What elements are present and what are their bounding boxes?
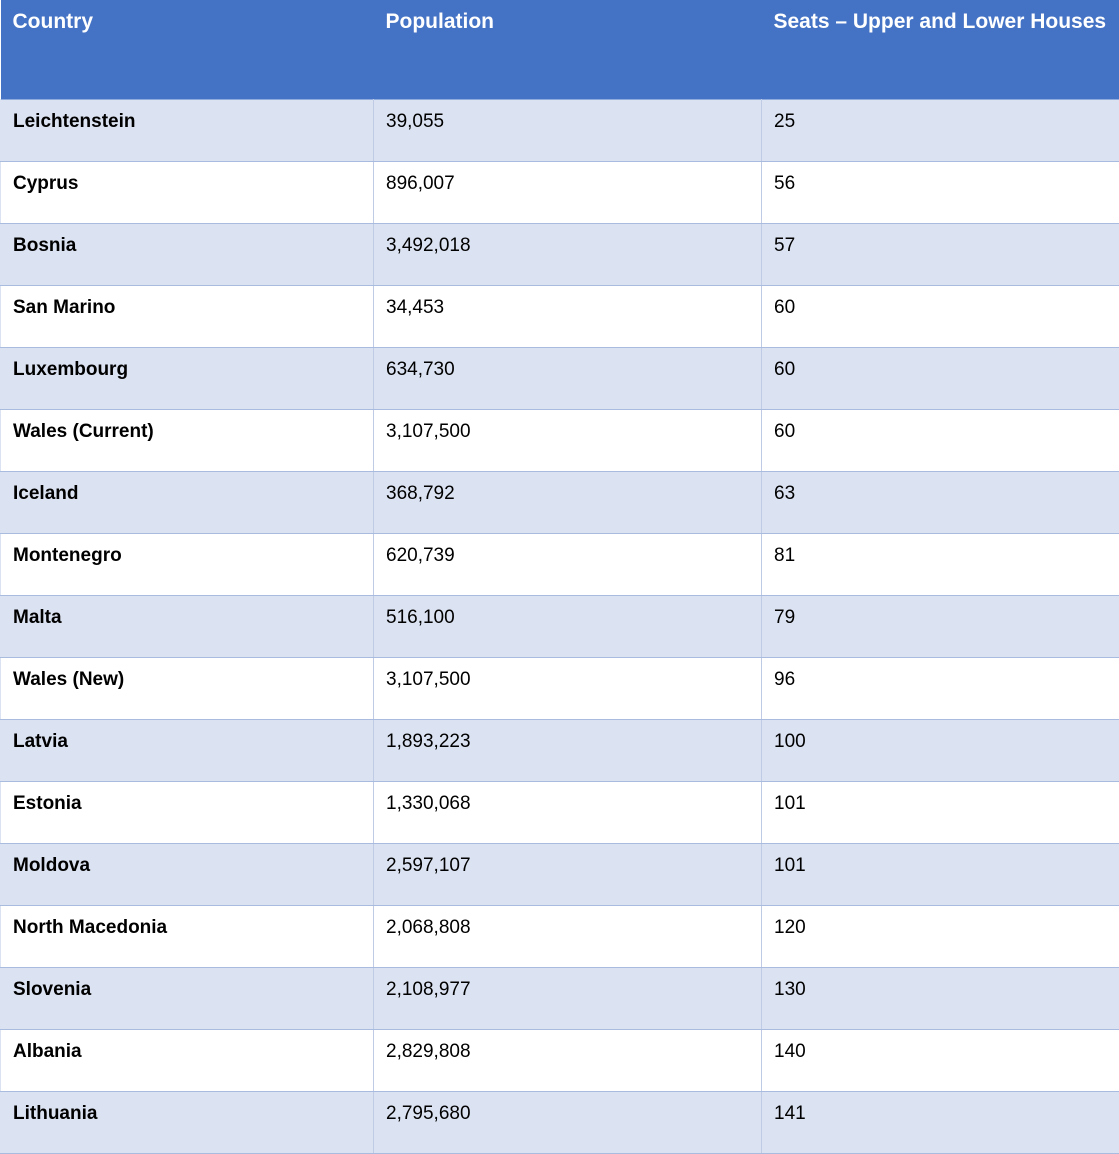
cell-seats: 63 bbox=[762, 471, 1119, 533]
cell-population: 2,068,808 bbox=[374, 905, 762, 967]
cell-population: 2,108,977 bbox=[374, 967, 762, 1029]
cell-country: Luxembourg bbox=[1, 347, 374, 409]
table-row bbox=[1, 99, 1119, 161]
cell-country: Slovenia bbox=[1, 967, 374, 1029]
table-header bbox=[1, 0, 1119, 99]
cell-population: 39,055 bbox=[374, 99, 762, 161]
table-row bbox=[1, 285, 1119, 347]
table-row bbox=[1, 1091, 1119, 1153]
cell-seats: 57 bbox=[762, 223, 1119, 285]
cell-country: Moldova bbox=[1, 843, 374, 905]
table-row bbox=[1, 471, 1119, 533]
table-row bbox=[1, 1029, 1119, 1091]
column-header-seats: Seats – Upper and Lower Houses bbox=[762, 0, 1119, 99]
cell-population: 3,492,018 bbox=[374, 223, 762, 285]
cell-seats: 96 bbox=[762, 657, 1119, 719]
cell-seats: 101 bbox=[762, 843, 1119, 905]
table-row bbox=[1, 409, 1119, 471]
cell-seats: 120 bbox=[762, 905, 1119, 967]
table-row bbox=[1, 347, 1119, 409]
cell-population: 1,330,068 bbox=[374, 781, 762, 843]
cell-country: Wales (New) bbox=[1, 657, 374, 719]
cell-seats: 101 bbox=[762, 781, 1119, 843]
cell-seats: 25 bbox=[762, 99, 1119, 161]
cell-seats: 141 bbox=[762, 1091, 1119, 1153]
table-row bbox=[1, 967, 1119, 1029]
cell-country: Malta bbox=[1, 595, 374, 657]
cell-population: 1,893,223 bbox=[374, 719, 762, 781]
cell-population: 3,107,500 bbox=[374, 409, 762, 471]
cell-population: 516,100 bbox=[374, 595, 762, 657]
table-row bbox=[1, 843, 1119, 905]
cell-country: Estonia bbox=[1, 781, 374, 843]
cell-country: North Macedonia bbox=[1, 905, 374, 967]
cell-country: Albania bbox=[1, 1029, 374, 1091]
cell-seats: 140 bbox=[762, 1029, 1119, 1091]
table-row bbox=[1, 161, 1119, 223]
cell-population: 2,829,808 bbox=[374, 1029, 762, 1091]
cell-population: 3,107,500 bbox=[374, 657, 762, 719]
table-row bbox=[1, 223, 1119, 285]
cell-country: Wales (Current) bbox=[1, 409, 374, 471]
column-header-country: Country bbox=[1, 0, 374, 99]
cell-population: 620,739 bbox=[374, 533, 762, 595]
cell-population: 2,795,680 bbox=[374, 1091, 762, 1153]
table-row bbox=[1, 905, 1119, 967]
cell-country: Montenegro bbox=[1, 533, 374, 595]
cell-country: Bosnia bbox=[1, 223, 374, 285]
cell-country: Latvia bbox=[1, 719, 374, 781]
cell-population: 2,597,107 bbox=[374, 843, 762, 905]
cell-seats: 60 bbox=[762, 347, 1119, 409]
cell-population: 34,453 bbox=[374, 285, 762, 347]
table-row bbox=[1, 533, 1119, 595]
table-row bbox=[1, 781, 1119, 843]
cell-seats: 81 bbox=[762, 533, 1119, 595]
cell-population: 896,007 bbox=[374, 161, 762, 223]
cell-country: Cyprus bbox=[1, 161, 374, 223]
cell-seats: 130 bbox=[762, 967, 1119, 1029]
cell-country: Iceland bbox=[1, 471, 374, 533]
cell-seats: 100 bbox=[762, 719, 1119, 781]
cell-country: Leichtenstein bbox=[1, 99, 374, 161]
cell-population: 368,792 bbox=[374, 471, 762, 533]
cell-seats: 79 bbox=[762, 595, 1119, 657]
table-row bbox=[1, 595, 1119, 657]
column-header-population: Population bbox=[374, 0, 762, 99]
table-row bbox=[1, 719, 1119, 781]
table-row bbox=[1, 657, 1119, 719]
cell-country: San Marino bbox=[1, 285, 374, 347]
cell-seats: 60 bbox=[762, 409, 1119, 471]
table-header-row bbox=[1, 0, 1119, 99]
cell-seats: 60 bbox=[762, 285, 1119, 347]
table-body bbox=[1, 99, 1119, 1153]
cell-seats: 56 bbox=[762, 161, 1119, 223]
cell-country: Lithuania bbox=[1, 1091, 374, 1153]
cell-population: 634,730 bbox=[374, 347, 762, 409]
